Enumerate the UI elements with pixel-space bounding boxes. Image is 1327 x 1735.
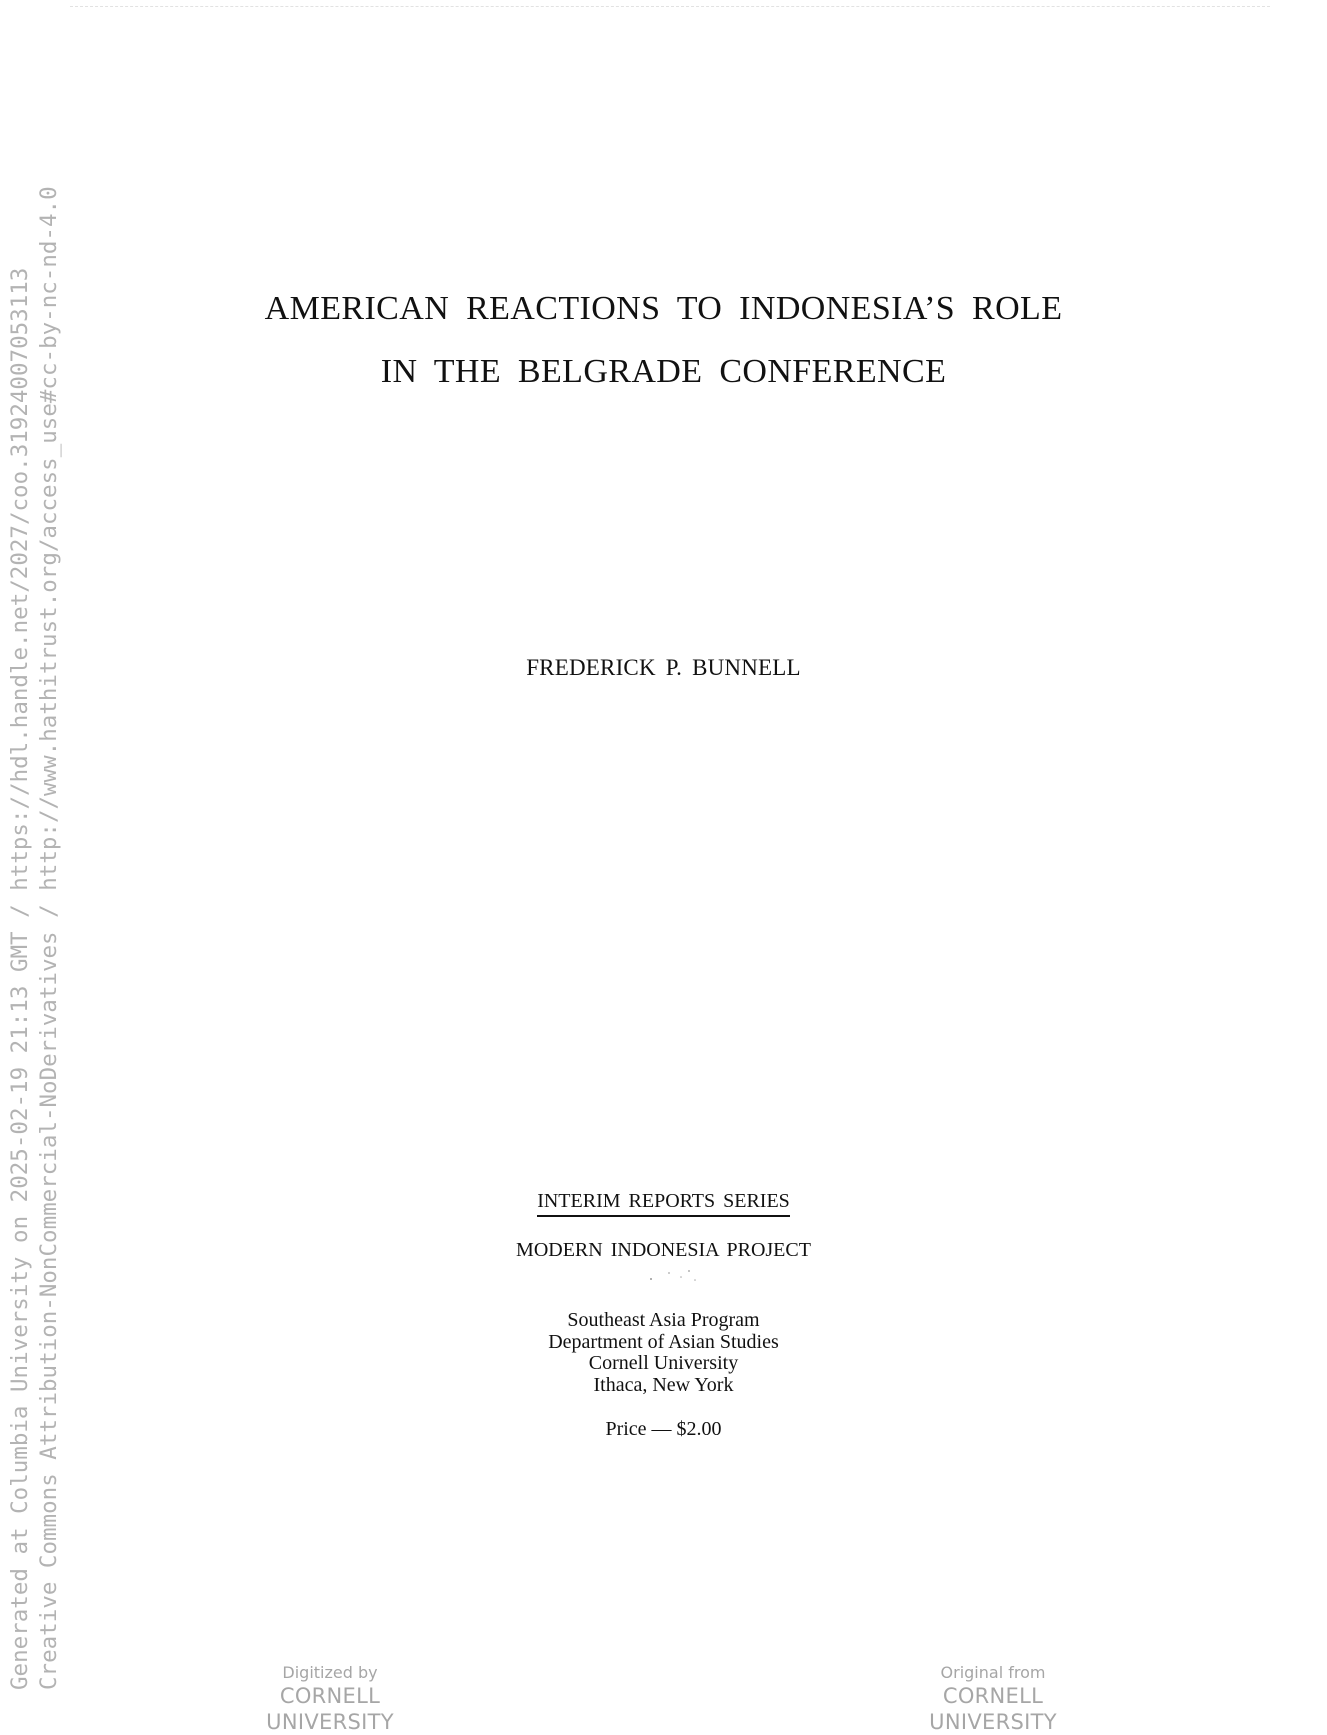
series-heading — [180, 1190, 1147, 1217]
address-line: Cornell University — [588, 1352, 739, 1374]
publisher-address — [180, 1310, 1147, 1396]
watermark-line-license: Creative Commons Attribution-NonCommercial-NoDerivatives / http://www.hathitrust.org/access_use#cc-by-nc-nd-4.0 — [36, 186, 62, 1690]
title-line-2: IN THE BELGRADE CONFERENCE — [380, 353, 947, 390]
address-line: Ithaca, New York — [593, 1373, 734, 1396]
address-line: Department of Asian Studies — [548, 1330, 779, 1353]
scan-specks — [645, 1268, 705, 1286]
address-line: Southeast Asia Program — [567, 1309, 760, 1331]
digitized-by-institution: CORNELL UNIVERSITY — [266, 1684, 394, 1734]
project-name: MODERN INDONESIA PROJECT — [516, 1239, 811, 1261]
access-watermark — [6, 130, 64, 1690]
original-from-institution: CORNELL UNIVERSITY — [929, 1684, 1057, 1734]
price: Price — $2.00 — [605, 1418, 722, 1440]
series-heading-text: INTERIM REPORTS SERIES — [537, 1190, 790, 1217]
digitized-by-credit — [215, 1663, 445, 1735]
original-from-credit — [878, 1663, 1108, 1735]
watermark-line-generated: Generated at Columbia University on 2025-02-19 21:13 GMT / https://hdl.handle.net/2027/coo.31924007053113 — [7, 267, 33, 1690]
original-from-label: Original from — [940, 1663, 1046, 1682]
author-name: FREDERICK P. BUNNELL — [526, 655, 801, 680]
digitized-by-label: Digitized by — [282, 1663, 378, 1682]
title-line-1: AMERICAN REACTIONS TO INDONESIA’S ROLE — [264, 290, 1063, 327]
scan-edge-rule — [70, 6, 1270, 7]
